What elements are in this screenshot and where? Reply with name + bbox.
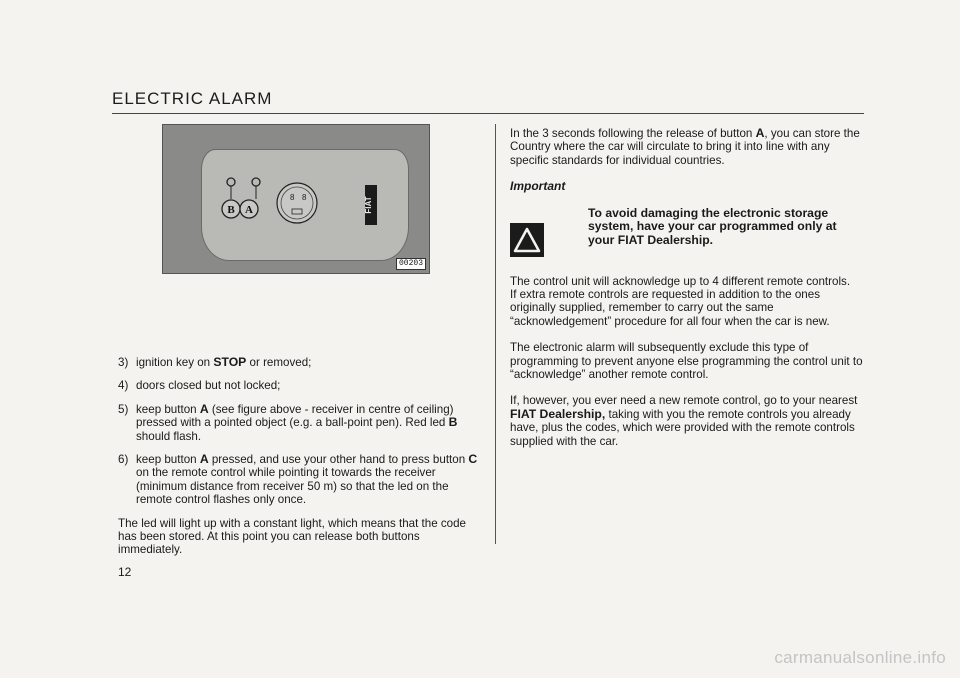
label-a: A <box>245 204 253 216</box>
intro-paragraph: In the 3 seconds following the release of button A, you can store the Country where the car will circulate to bring it into line with any specific standards for individual countries. <box>510 126 860 167</box>
led-b-icon <box>227 178 235 186</box>
paragraph: The electronic alarm will subsequently exclude this type of programming to prevent anyone else programming the control unit to “acknowledge” another remote control. <box>510 341 863 382</box>
receiver-illustration <box>163 125 429 273</box>
right-column <box>510 127 866 461</box>
receiver-figure <box>162 124 430 274</box>
column-divider <box>495 124 496 544</box>
receiver-sensor-icon <box>277 183 317 223</box>
closing-paragraph: The led will light up with a constant light, which means that the code has been stored. At this point you can release both buttons immediately. <box>118 516 467 557</box>
led-a-icon <box>252 178 260 186</box>
paragraph: The control unit will acknowledge up to 4 different remote controls. <box>510 274 851 288</box>
warning-notice <box>510 207 866 261</box>
list-item: 5) keep button A (see figure above - receiver in centre of ceiling) pressed with a pointed object (e.g. a ball-point pen). Red led B should flash. <box>118 401 458 443</box>
section-title: ELECTRIC ALARM <box>112 89 273 108</box>
list-item: 3) ignition key on STOP or removed; <box>118 355 312 369</box>
list-item: 4) doors closed but not locked; <box>118 379 281 393</box>
warning-text: To avoid damaging the electronic storage system, have your car programmed only at your FIAT Dealership. <box>588 205 837 247</box>
svg-text:8: 8 <box>302 193 307 202</box>
left-column <box>118 356 480 557</box>
paragraph: If, however, you ever need a new remote control, go to your nearest FIAT Dealership, taking with you the remote controls you already have, plus the codes, which were provided with the remote controls supplied with the car. <box>510 394 858 448</box>
watermark: carmanualsonline.info <box>774 648 946 667</box>
important-heading: Important <box>510 179 566 194</box>
fiat-badge-label: FIAT <box>364 196 373 214</box>
warning-triangle-icon <box>510 223 544 257</box>
figure-reference-code: 00203 <box>396 258 426 270</box>
svg-text:8: 8 <box>290 193 295 202</box>
paragraph: If extra remote controls are requested in addition to the ones originally supplied, remember to carry out the same “acknowledgement” procedure for all four when the car is new. <box>510 288 830 328</box>
list-item: 6) keep button A pressed, and use your other hand to press button C on the remote control while pointing it towards the receiver (minimum distance from receiver 50 m) so that the led on the remote control flashes only once. <box>118 452 478 507</box>
label-b: B <box>227 204 235 216</box>
page-number: 12 <box>118 565 132 579</box>
header-rule <box>112 113 864 114</box>
